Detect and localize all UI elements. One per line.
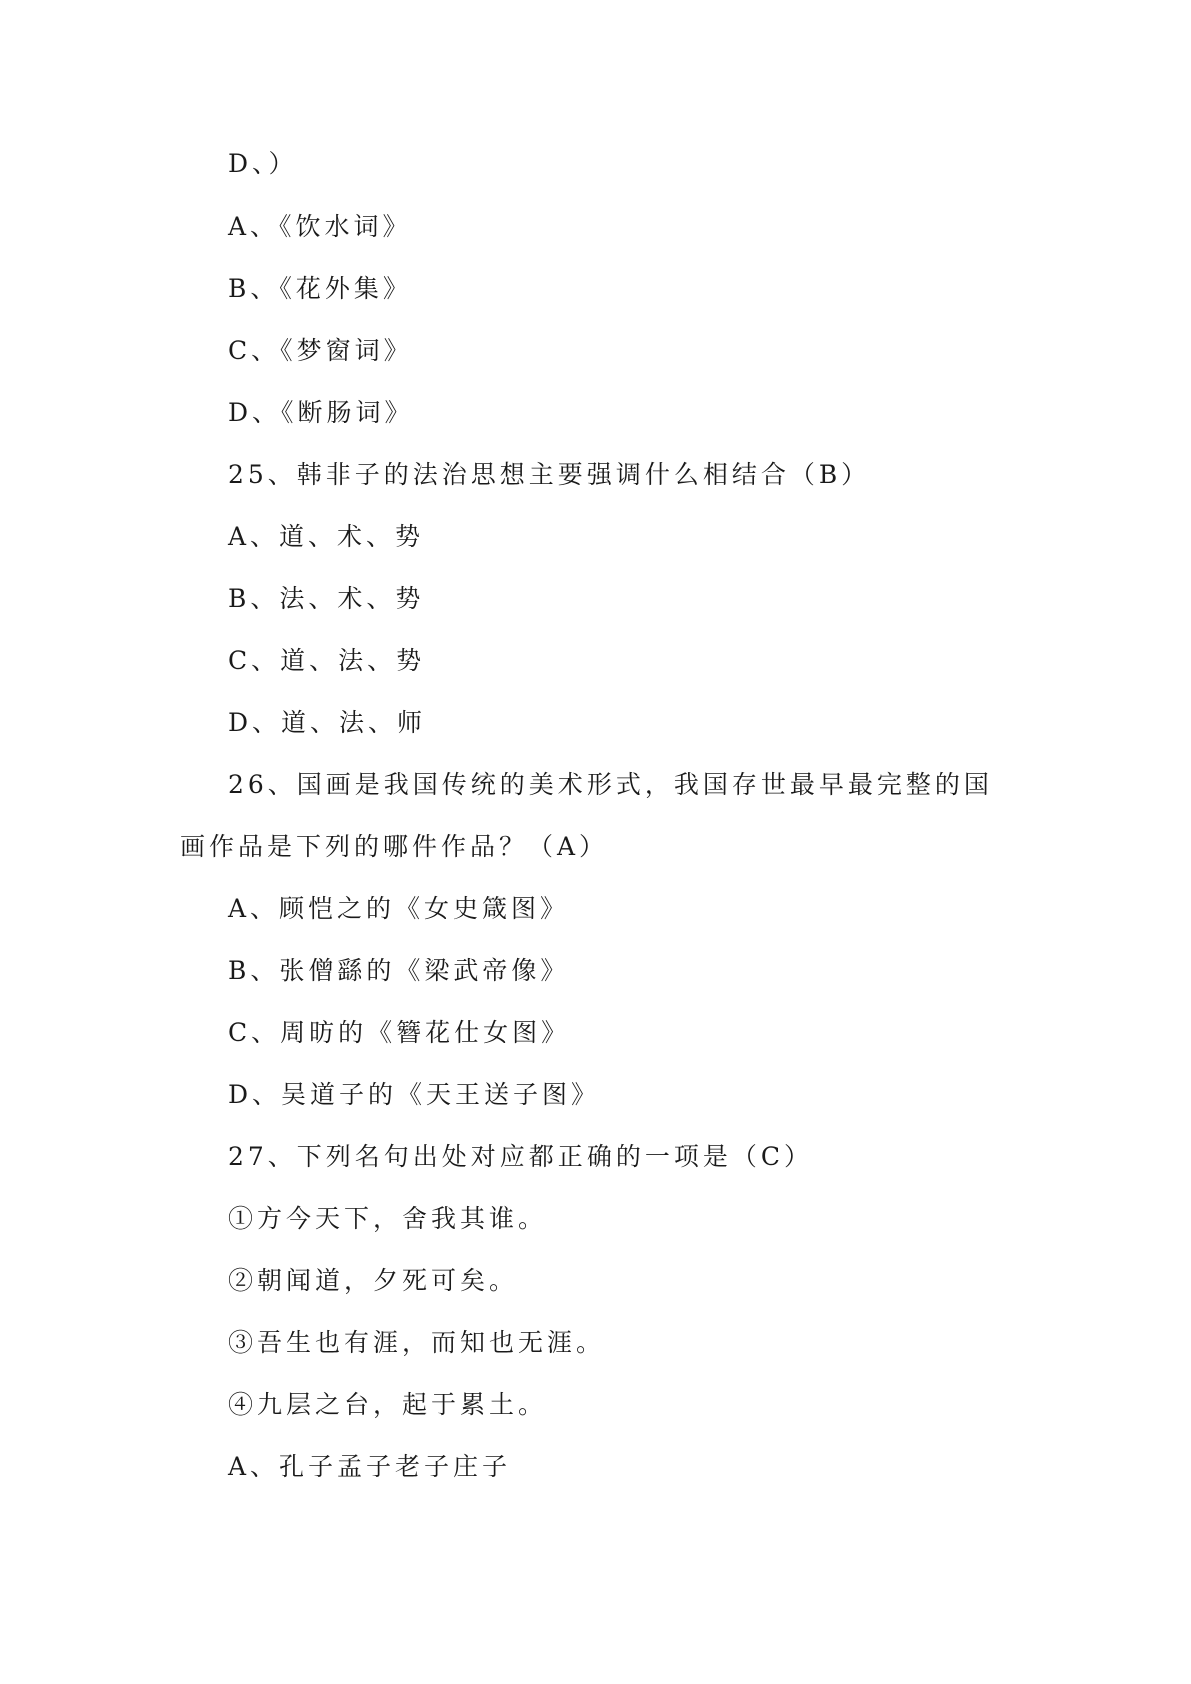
q25-option-b: B、法、术、势 bbox=[228, 584, 425, 613]
q24-option-b: B、《花外集》 bbox=[228, 274, 412, 303]
q27-quote-4: ④九层之台，起于累土。 bbox=[228, 1390, 548, 1419]
q27-quote-1: ①方今天下，舍我其谁。 bbox=[228, 1204, 548, 1233]
q25-option-a: A、道、术、势 bbox=[228, 522, 425, 551]
question-26-line-2: 画作品是下列的哪件作品？（A） bbox=[180, 832, 609, 861]
question-27: 27、下列名句出处对应都正确的一项是（C） bbox=[228, 1142, 813, 1171]
q25-option-d: D、道、法、师 bbox=[228, 708, 427, 737]
q26-option-b: B、张僧繇的《梁武帝像》 bbox=[228, 956, 570, 985]
q24-option-c: C、《梦窗词》 bbox=[228, 336, 413, 365]
q26-option-d: D、吴道子的《天王送子图》 bbox=[228, 1080, 601, 1109]
q27-option-a: A、孔子孟子老子庄子 bbox=[228, 1452, 512, 1481]
q27-quote-2: ②朝闻道，夕死可矣。 bbox=[228, 1266, 519, 1295]
question-26-line-1: 26、国画是我国传统的美术形式，我国存世最早最完整的国 bbox=[228, 770, 993, 799]
q27-quote-3: ③吾生也有涯，而知也无涯。 bbox=[228, 1328, 606, 1357]
q24-option-d: D、《断肠词》 bbox=[228, 398, 414, 427]
q25-option-c: C、道、法、势 bbox=[228, 646, 426, 675]
q26-option-c: C、周昉的《簪花仕女图》 bbox=[228, 1018, 571, 1047]
q24-option-a: A、《饮水词》 bbox=[228, 212, 412, 241]
question-25: 25、韩非子的法治思想主要强调什么相结合（B） bbox=[228, 460, 871, 489]
q26-option-a: A、顾恺之的《女史箴图》 bbox=[228, 894, 570, 923]
option-d-blank: D、） bbox=[228, 149, 298, 178]
